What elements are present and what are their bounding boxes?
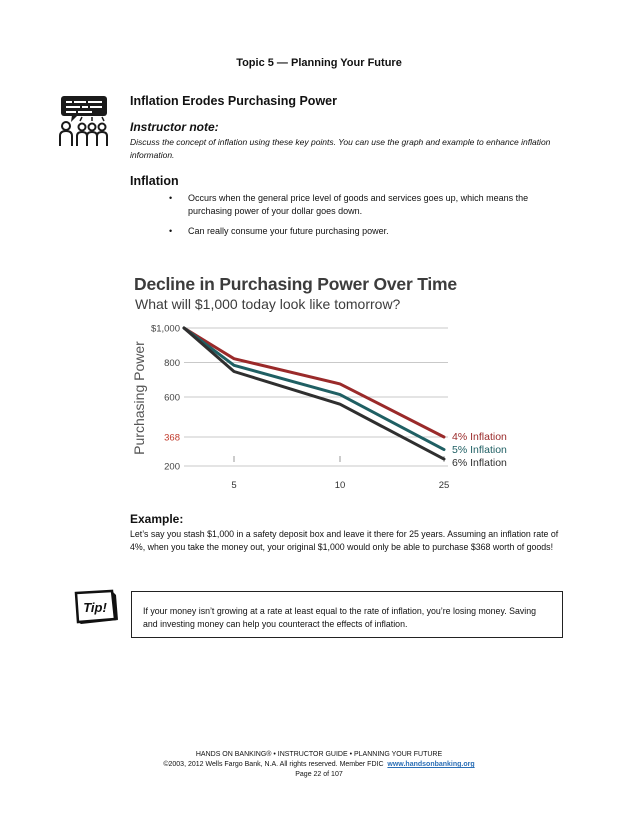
footer-copyright: ©2003, 2012 Wells Fargo Bank, N.A. All rights reserved. Member FDIC	[163, 761, 384, 768]
legend-label: 6% Inflation	[452, 457, 507, 469]
y-tick-label: 368	[164, 432, 180, 444]
x-tick-label: 5	[231, 480, 237, 491]
tip-badge-icon	[72, 589, 118, 625]
y-tick-label: 800	[164, 358, 180, 369]
legend-label: 4% Inflation	[452, 431, 507, 443]
page-topic-header: Topic 5 — Planning Your Future	[236, 57, 402, 69]
legend-label: 5% Inflation	[452, 444, 507, 456]
footer-line-2	[0, 760, 638, 770]
y-tick-label: $1,000	[150, 323, 180, 335]
chart-title: Decline in Purchasing Power Over Time	[134, 274, 457, 294]
bullet-item: • Can really consume your future purchasing power.	[166, 225, 546, 238]
footer-page-number: Page 22 of 107	[295, 771, 343, 778]
inflation-bullet-list	[166, 192, 546, 246]
series-line	[184, 328, 444, 459]
tip-badge-label: Tip!	[83, 600, 107, 615]
y-tick-label: 600	[164, 392, 180, 404]
x-tick-label: 10	[334, 480, 346, 491]
instructor-note-body: Discuss the concept of inflation using these key points. You can use the graph and example to enhance inflation information.	[130, 137, 551, 160]
footer-line-1: HANDS ON BANKING® • INSTRUCTOR GUIDE • PLANNING YOUR FUTURE	[195, 751, 443, 758]
x-tick-label: 25	[438, 480, 450, 491]
series-line	[184, 328, 444, 450]
tip-text: If your money isn’t growing at a rate at least equal to the rate of inflation, you’re losing money. Saving and investing money can help you counteract the effects of inflation.	[143, 606, 536, 629]
purchasing-power-chart	[126, 316, 526, 498]
footer-link[interactable]: www.handsonbanking.org	[387, 761, 475, 768]
teacher-presentation-icon	[58, 94, 114, 150]
section-title: Inflation Erodes Purchasing Power	[130, 94, 337, 108]
chart-subtitle: What will $1,000 today look like tomorrow?	[135, 296, 401, 312]
inflation-heading: Inflation	[130, 174, 179, 188]
series-line	[184, 328, 444, 437]
instructor-note-heading: Instructor note:	[130, 120, 219, 134]
bullet-item: • Occurs when the general price level of goods and services goes up, which means the purchasing power of your dollar goes down.	[166, 192, 546, 217]
example-heading: Example:	[130, 512, 184, 526]
example-body: Let’s say you stash $1,000 in a safety deposit box and leave it there for 25 years. Assuming an inflation rate of 4%, when you take the money out, your original $1,000 would only be able to purchase $368 worth of goods!	[130, 529, 559, 552]
y-tick-label: 200	[164, 461, 180, 473]
y-axis-label: Purchasing Power	[131, 341, 147, 455]
